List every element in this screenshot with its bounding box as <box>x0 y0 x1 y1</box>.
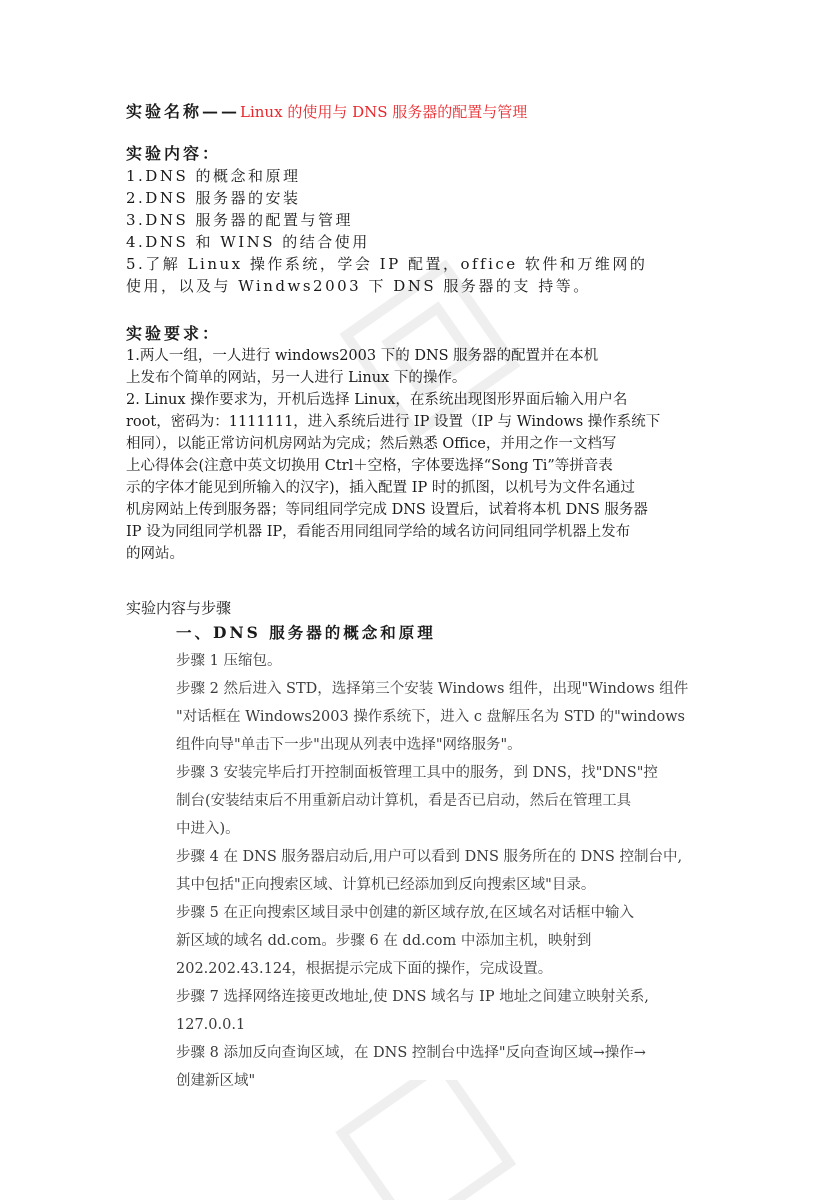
text-line: 的网站。 <box>126 546 184 562</box>
step-line: "对话框在 Windows2003 操作系统下，进入 c 盘解压名为 STD 的"windows <box>176 709 685 725</box>
list-item: 3.DNS 服务器的配置与管理 <box>126 211 354 229</box>
list-item: 1.DNS 的概念和原理 <box>126 167 301 185</box>
step-line: 127.0.0.1 <box>176 1017 246 1033</box>
step-line: 步骤 2 然后进入 STD，选择第三个安装 Windows 组件，出现"Windows 组件 <box>176 681 689 697</box>
content-list <box>126 165 706 297</box>
title-highlight: Linux 的使用与 DNS 服务器的配置与管理 <box>240 103 528 121</box>
document-body <box>126 99 706 1095</box>
list-item: 4.DNS 和 WINS 的结合使用 <box>126 233 370 251</box>
text-line: 机房网站上传到服务器；等同组同学完成 DNS 设置后，试着将本机 DNS 服务器 <box>126 502 648 518</box>
step-line: 步骤 8 添加反向查询区域，在 DNS 控制台中选择"反向查询区域→操作→ <box>176 1045 646 1061</box>
step-line: 步骤 3 安装完毕后打开控制面板管理工具中的服务，到 DNS，找"DNS"控 <box>176 765 658 781</box>
steps-heading: 实验内容与步骤 <box>126 599 232 617</box>
content-heading: 实验内容： <box>126 144 222 163</box>
steps-subheading: 一、DNS 服务器的概念和原理 <box>176 623 436 642</box>
title-prefix: 实验名称—— <box>126 102 241 121</box>
steps-block <box>176 619 706 1095</box>
step-line: 制台(安装结束后不用重新启动计算机，看是否已启动，然后在管理工具 <box>176 793 632 809</box>
step-line: 其中包括"正向搜索区域、计算机已经添加到反向搜索区域"目录。 <box>176 877 596 893</box>
step-line: 创建新区域" <box>176 1073 256 1089</box>
step-line: 中进入)。 <box>176 821 240 837</box>
text-line: 示的字体才能见到所输入的汉字)，插入配置 IP 时的抓图，以机号为文件名通过 <box>126 480 635 496</box>
step-line: 步骤 4 在 DNS 服务器启动后,用户可以看到 DNS 服务所在的 DNS 控制台中, <box>176 849 683 865</box>
text-line: 2. Linux 操作要求为，开机后选择 Linux，在系统出现图形界面后输入用户名 <box>126 392 628 408</box>
text-line: root，密码为：1111111，进入系统后进行 IP 设置（IP 与 Windows 操作系统下 <box>126 414 661 430</box>
list-item: 2.DNS 服务器的安装 <box>126 189 301 207</box>
text-line: IP 设为同组同学机器 IP，看能否用同组同学给的域名访问同组同学机器上发布 <box>126 524 631 540</box>
list-item: 使用，以及与 Windws2003 下 DNS 服务器的支 持等。 <box>126 277 591 295</box>
requirements-heading: 实验要求： <box>126 324 222 343</box>
step-line: 新区域的域名 dd.com。步骤 6 在 dd.com 中添加主机，映射到 <box>176 933 592 949</box>
text-line: 1.两人一组，一人进行 windows2003 下的 DNS 服务器的配置并在本机 <box>126 348 599 364</box>
step-line: 步骤 5 在正向搜索区域目录中创建的新区域存放,在区域名对话框中输入 <box>176 905 635 921</box>
list-item: 5.了解 Linux 操作系统，学会 IP 配置，office 软件和万维网的 <box>126 255 648 273</box>
text-line: 相同），以能正常访问机房网站为完成；然后熟悉 Office，并用之作一文档写 <box>126 436 617 452</box>
requirements-text <box>126 345 706 565</box>
text-line: 上心得体会(注意中英文切换用 Ctrl＋空格，字体要选择“Song Ti”等拼音表 <box>126 458 613 474</box>
step-line: 组件向导"单击下一步"出现从列表中选择"网络服务"。 <box>176 737 522 753</box>
step-line: 步骤 1 压缩包。 <box>176 653 282 669</box>
step-line: 步骤 7 选择网络连接更改地址,使 DNS 域名与 IP 地址之间建立映射关系, <box>176 989 649 1005</box>
text-line: 上发布个简单的网站，另一人进行 Linux 下的操作。 <box>126 370 467 386</box>
step-line: 202.202.43.124，根据提示完成下面的操作，完成设置。 <box>176 961 553 977</box>
watermark-icon <box>320 1080 520 1200</box>
experiment-title <box>126 99 706 125</box>
